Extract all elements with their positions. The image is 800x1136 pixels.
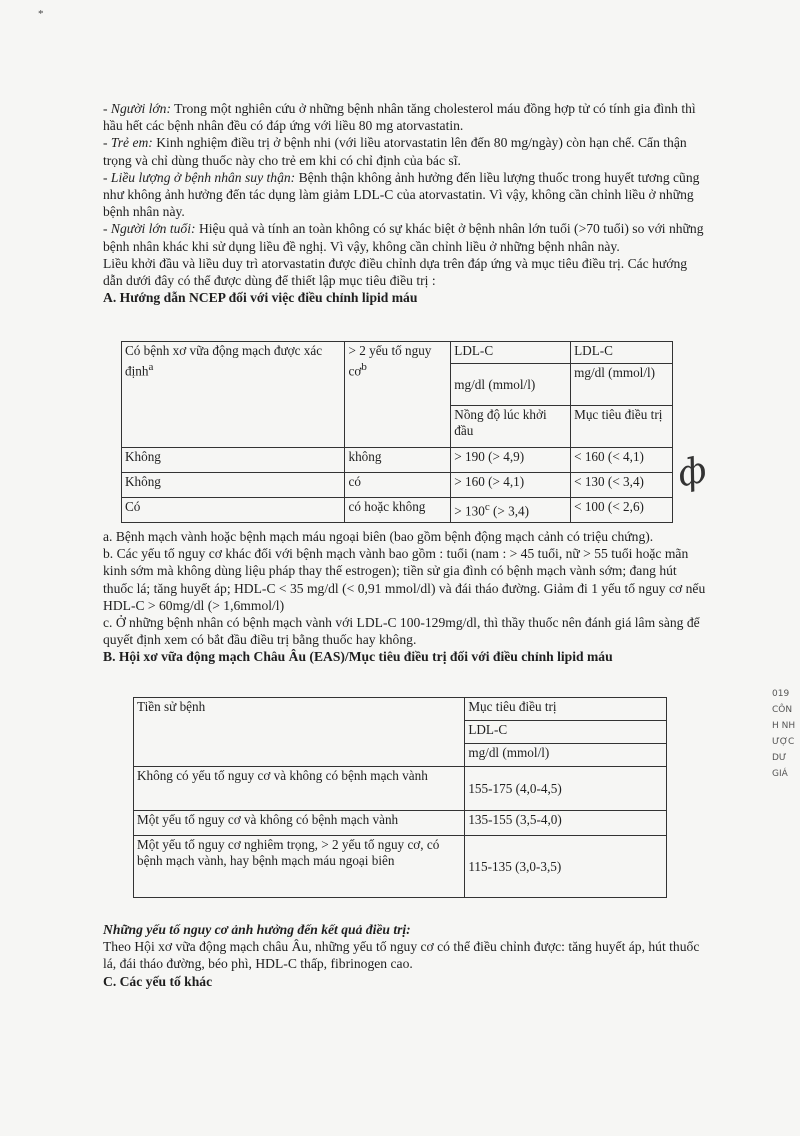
table-cell: > 190 (> 4,9) [451,448,571,473]
table-row [122,498,673,523]
table-cell: Một yếu tố nguy cơ nghiêm trọng, > 2 yếu tố nguy cơ, có bệnh mạch vành, hay bệnh mạch máu ngoại biên [134,836,465,898]
ncep-table [121,341,673,523]
eas-table [133,697,667,898]
stamp-edge: 019 CÔN H NH ƯỢC DƯ GIÁ [772,689,796,779]
table-cell: Không [122,448,345,473]
table-cell: Một yếu tố nguy cơ và không có bệnh mạch vành [134,811,465,836]
table-cell: > $130^c$ (> 3,4) [451,498,571,523]
table-cell: < 130 (< 3,4) [571,473,673,498]
header-risk-factors: > 2 yếu tố nguy $cơ^b$ [345,342,451,448]
header-atherosclerosis: Có bệnh xơ vữa động mạch được xác định$^a$ [122,342,345,448]
header-ldl: LDL-C [465,721,667,744]
dosage-renal: - Liều lượng ở bệnh nhân suy thận: Bệnh thận không ảnh hưởng đến liều lượng thuốc trong huyết tương cũng như không ảnh hưởng đến tác dụng làm giảm LDL-C của atorvastatin. Vì vậy, không cần chỉnh liều ở những bệnh nhân này. [103,169,700,220]
table-cell: 155-175 (4,0-4,5) [465,767,667,811]
header-history: Tiền sử bệnh [134,698,465,767]
table-cell: 115-135 (3,0-3,5) [465,836,667,898]
header-target: Mục tiêu điều trị [465,698,667,721]
dosage-elderly: - Người lớn tuổi: Hiệu quả và tính an toàn không có sự khác biệt ở bệnh nhân lớn tuổi (>70 tuổi) so với những bệnh nhân khác khi sử dụng liều đề nghị. Vì vậy, không cần chỉnh liều ở những bệnh nhân này. [103,221,704,254]
table-cell: Không [122,473,345,498]
section-b-heading: B. Hội xơ vữa động mạch Châu Âu (EAS)/Mục tiêu điều trị đối với điều chỉnh lipid máu [103,649,613,665]
header-target: Mục tiêu điều trị [571,406,673,448]
table-cell: có hoặc không [345,498,451,523]
table-row [134,767,667,811]
note-c: c. Ở những bệnh nhân có bệnh mạch vành với LDL-C 100-129mg/dl, thì thầy thuốc nên đánh giá lâm sàng để quyết định xem có bắt đầu điều trị bằng thuốc hay không. [103,615,700,648]
handwritten-signature: ф [674,449,711,496]
note-a: a. Bệnh mạch vành hoặc bệnh mạch máu ngoại biên (bao gồm bệnh động mạch cảnh có triệu chứng). [103,529,654,544]
risk-text: Theo Hội xơ vữa động mạch châu Âu, những yếu tố nguy cơ có thể điều chỉnh được: tăng huyết áp, hút thuốc lá, đái tháo đường, béo phì, HDL-C thấp, fibrinogen cao. [103,939,700,972]
section-c-heading: C. Các yếu tố khác [103,973,213,989]
unit-target: mg/dl (mmol/l) [571,364,673,406]
table-cell: không [345,448,451,473]
risk-section [103,921,707,990]
table-a-notes [103,528,707,666]
section-a-heading: A. Hướng dẫn NCEP đối với việc điều chỉnh lipid máu [103,290,418,306]
table-cell: Không có yếu tố nguy cơ và không có bệnh mạch vành [134,767,465,811]
table-row [134,836,667,898]
table-row [122,473,673,498]
header-unit: mg/dl (mmol/l) [465,744,667,767]
header-ldl-target: LDL-C [571,342,673,364]
corner-mark: * [38,8,44,20]
intro-paragraph: Liều khởi đầu và liều duy trì atorvastatin được điều chỉnh dựa trên đáp ứng và mục tiêu điều trị. Các hướng dẫn dưới đây có thể được dùng để thiết lập mục tiêu điều trị : [103,255,688,289]
table-row [122,448,673,473]
table-row [134,811,667,836]
table-cell: > 160 (> 4,1) [451,473,571,498]
table-cell: < 100 (< 2,6) [571,498,673,523]
dosage-section [103,100,707,306]
dosage-child: - Trẻ em: Kinh nghiệm điều trị ở bệnh nhi (với liều atorvastatin lên đến 80 mg/ngày) còn hạn chế. Cẩn thận trọng và chỉ dùng thuốc này cho trẻ em khi có chỉ định của bác sĩ. [103,135,687,168]
header-ldl-start: LDL-C [451,342,571,364]
risk-heading: Những yếu tố nguy cơ ảnh hưởng đến kết quả điều trị: [103,922,411,937]
table-cell: < 160 (< 4,1) [571,448,673,473]
note-b: b. Các yếu tố nguy cơ khác đối với bệnh mạch vành bao gồm : tuổi (nam : > 45 tuổi, nữ > 55 tuổi hoặc mãn kinh sớm mà không dùng liệu pháp thay thế estrogen); tiền sử gia đình có bệnh mạch vành sớm; đang hút thuốc lá; tăng huyết áp; HDL-C < 35 mg/dl (< 0,91 mmol/dl) và đái tháo đường. Giảm đi 1 yếu tố nguy cơ nếu HDL-C > 60mg/dl (> 1,6mmol/l) [103,546,706,613]
table-cell: có [345,473,451,498]
table-cell: Có [122,498,345,523]
table-cell: 135-155 (3,5-4,0) [465,811,667,836]
unit-start: mg/dl (mmol/l) [451,364,571,406]
header-start-level: Nồng độ lúc khởi đầu [451,406,571,448]
dosage-adult: - Người lớn: Trong một nghiên cứu ở những bệnh nhân tăng cholesterol máu đồng hợp tử có tính gia đình thì hầu hết các bệnh nhân đều có đáp ứng với liều 80 mg atorvastatin. [103,101,696,134]
table-row [134,698,667,721]
table-row [122,342,673,364]
